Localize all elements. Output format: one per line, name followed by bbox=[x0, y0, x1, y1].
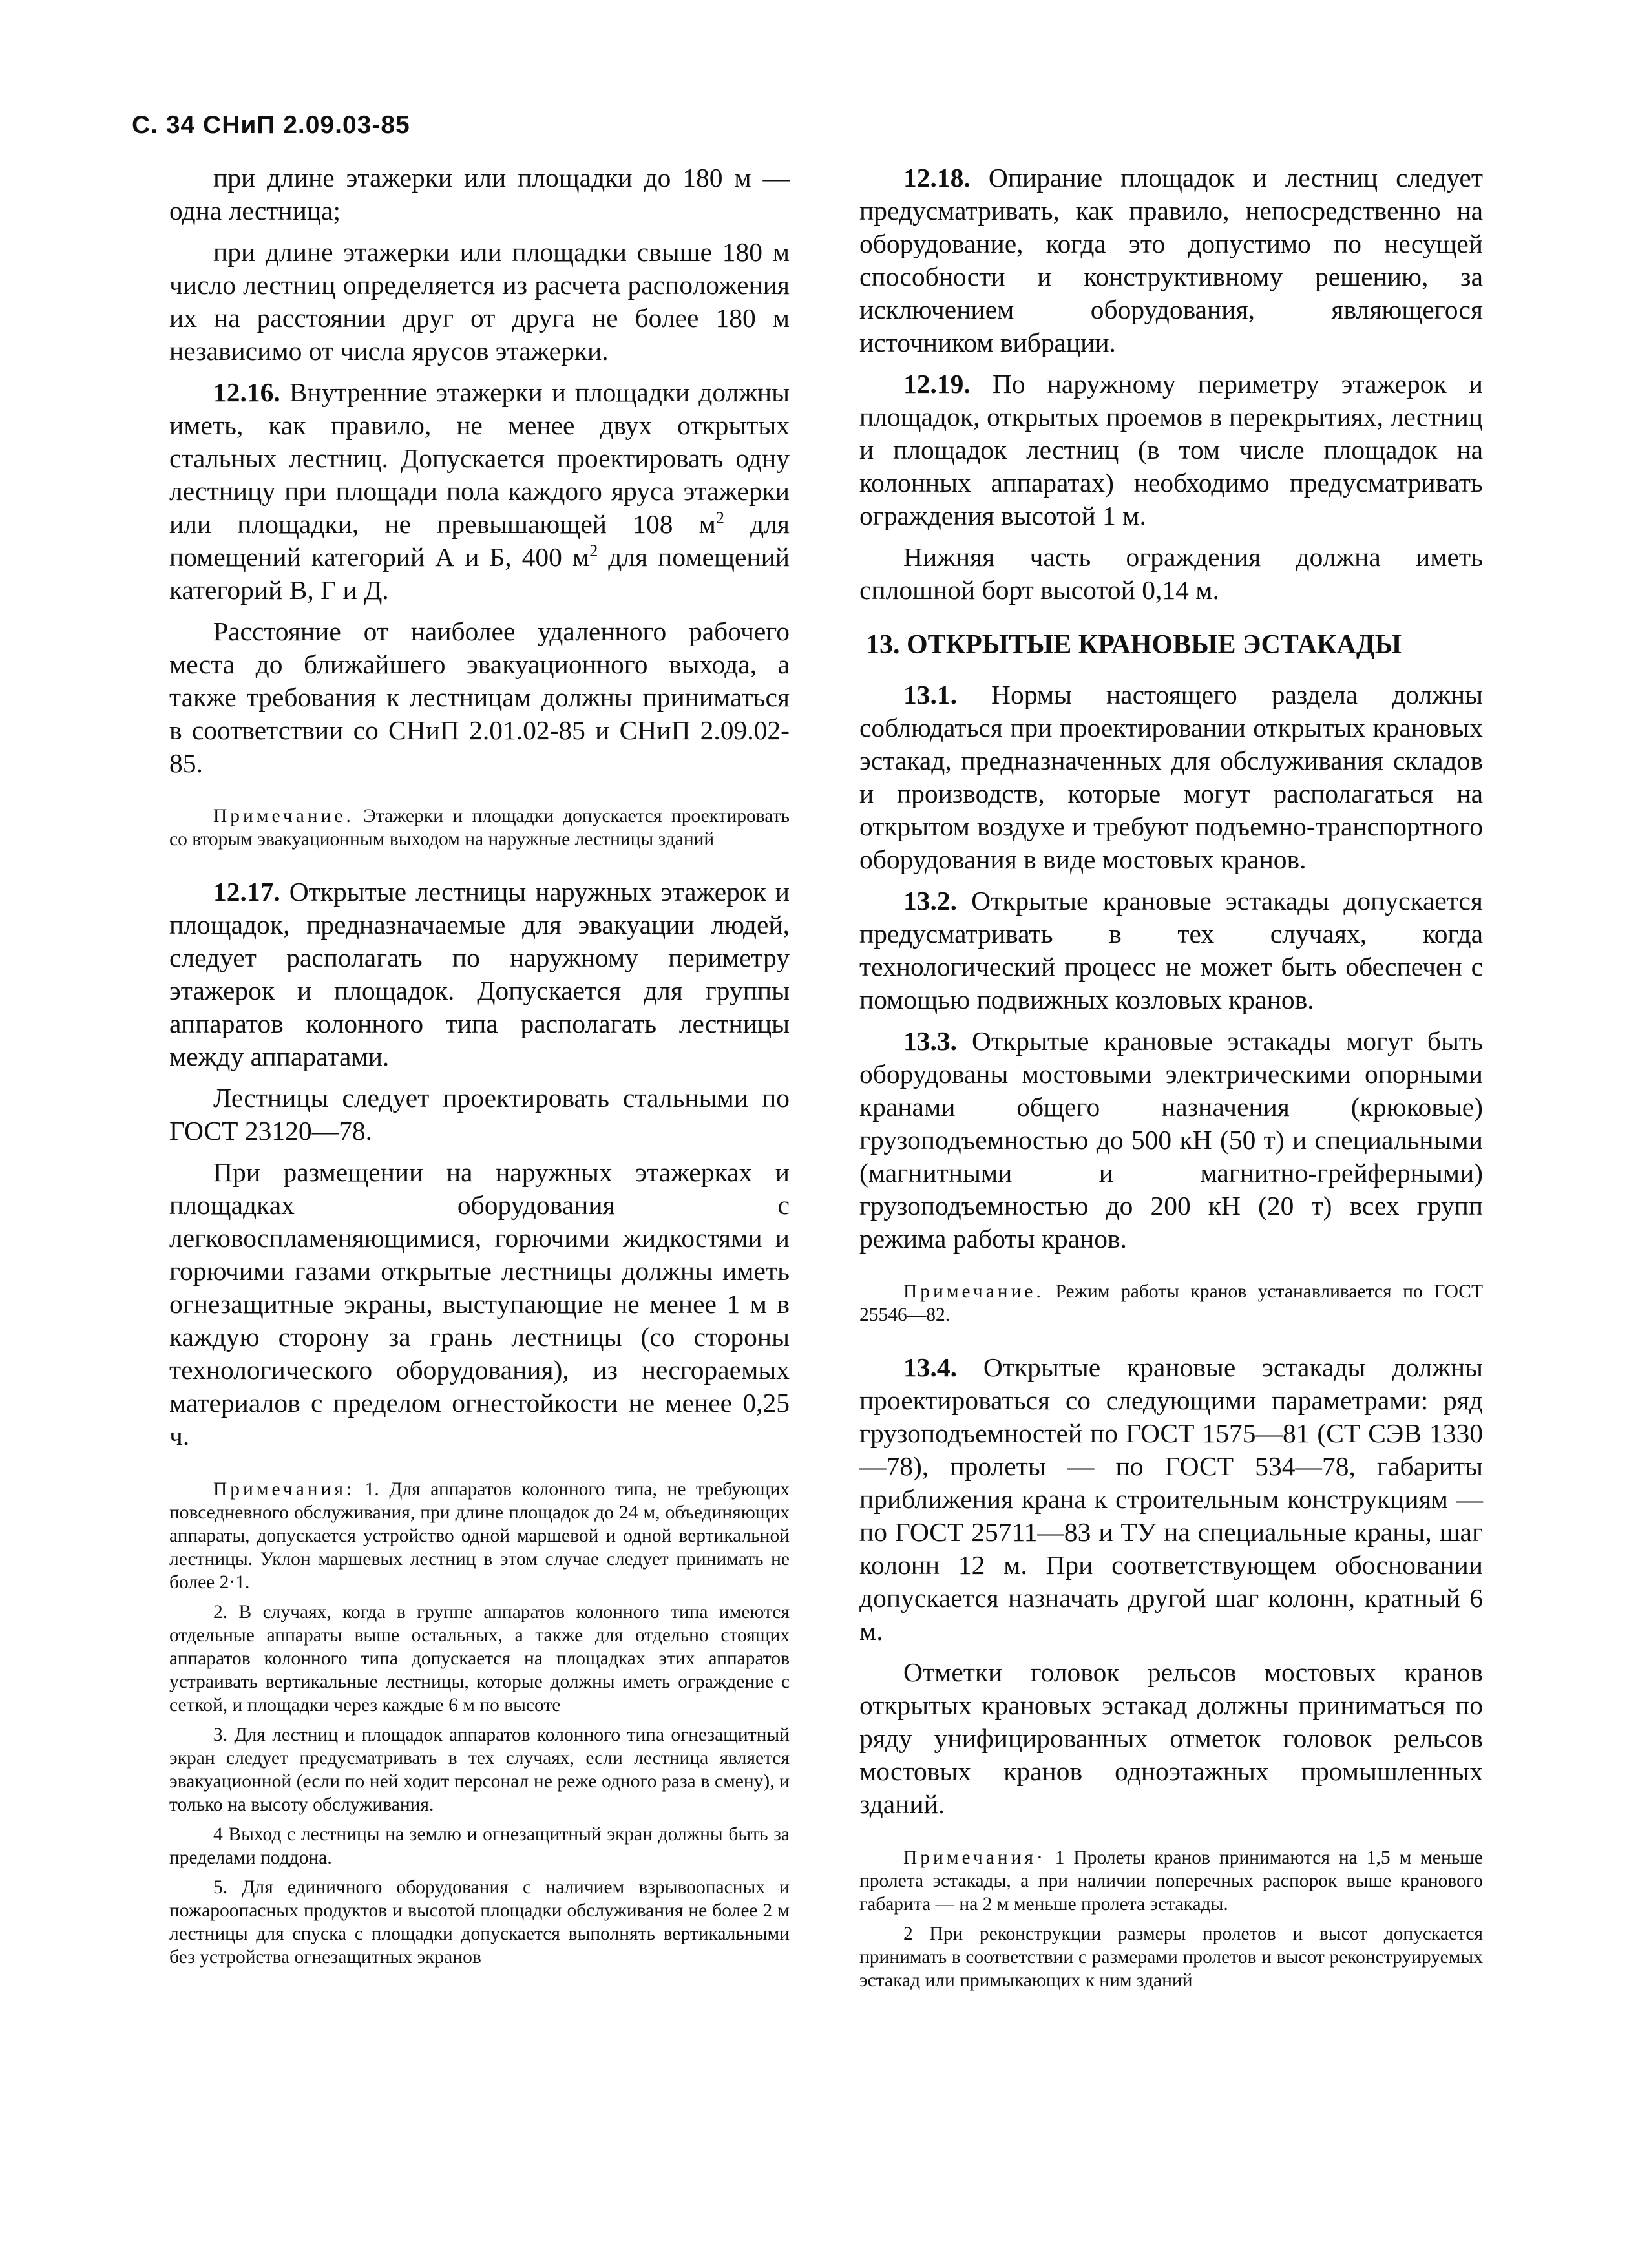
note-item: 4 Выход с лестницы на землю и огнезащитный экран должны быть за пределами поддона. bbox=[169, 1824, 790, 1868]
note-label: Примечания: bbox=[213, 1479, 355, 1500]
section-heading: 13. ОТКРЫТЫЕ КРАНОВЫЕ ЭСТАКАДЫ bbox=[866, 630, 1402, 660]
paragraph: Расстояние от наиболее удаленного рабочего места до ближайшего эвакуационного выхода, а также требования к лестницам должны приниматься в соответствии со СНиП 2.01.02-85 и СНиП 2.09.02-85. bbox=[169, 616, 790, 778]
paragraph: при длине этажерки или площадки до 180 м — одна лестница; bbox=[169, 163, 790, 226]
clause-number: 13.3. bbox=[903, 1026, 957, 1056]
clause-13-1 bbox=[859, 678, 1483, 876]
clause-13-3 bbox=[859, 1025, 1483, 1255]
clause-text: Открытые крановые эстакады допускается предусматривать в тех случаях, когда технологический процесс не может быть обеспечен с помощью подвижных козловых кранов. bbox=[859, 886, 1483, 1014]
note-item bbox=[859, 1846, 1483, 1916]
clause-number: 12.17. bbox=[213, 877, 280, 907]
note-text: 1 Пролеты кранов принимаются на 1,5 м меньше пролета эстакады, а при наличии поперечных распорок выше кранового габарита — на 2 м меньше пролета эстакады. bbox=[859, 1847, 1483, 1915]
superscript: 2 bbox=[715, 509, 724, 528]
clause-number: 13.2. bbox=[903, 886, 957, 916]
note-label: Примечание. bbox=[213, 806, 354, 826]
left-column bbox=[169, 162, 790, 1975]
note-text: 1. Для аппаратов колонного типа, не требующих повседневного обслуживания, при длине площадок до 24 м, объединяющих аппараты, допускается устройство одной маршевой и одной вертикальной лестницы. Уклон маршевых лестниц в этом случае следует принимать не более 2·1. bbox=[169, 1479, 790, 1593]
clause-12-19 bbox=[859, 368, 1483, 532]
paragraph: При размещении на наружных этажерках и площадках оборудования с легковоспламеняющимися, горючими жидкостями и горючими газами открытые лестницы должны иметь огнезащитные экраны, выступающие не менее 1 м в каждую сторону за грань лестницы (со стороны технологического оборудования), из несгораемых материалов с пределом огнестойкости не менее 0,25 ч. bbox=[169, 1157, 790, 1451]
page-header: С. 34 СНиП 2.09.03-85 bbox=[132, 111, 410, 139]
clause-text: Внутренние этажерки и площадки должны иметь, как правило, не менее двух открытых стальных лестниц. Допускается проектировать одну лестницу при площади пола каждого яруса этажерки или площадки, не превышающей 108 м bbox=[169, 377, 790, 539]
paragraph: при длине этажерки или площадки свыше 180 м число лестниц определяется из расчета расположения их на расстоянии друг от друга не более 180 м независимо от числа ярусов этажерки. bbox=[169, 237, 790, 366]
clause-text: По наружному периметру этажерок и площадок, открытых проемов в перекрытиях, лестниц и площадок лестниц (в том числе площадок на колонных аппаратах) необходимо предусматривать ограждения высотой 1 м. bbox=[859, 369, 1483, 530]
paragraph: Отметки головок рельсов мостовых кранов открытых крановых эстакад должны приниматься по ряду унифицированных отметок головок рельсов мостовых кранов одноэтажных промышленных зданий. bbox=[859, 1657, 1483, 1819]
clause-number: 12.18. bbox=[903, 163, 971, 193]
clause-text: Открытые крановые эстакады могут быть оборудованы мостовыми электрическими опорными кранами общего назначения (крюковые) грузоподъемностью до 500 кН (50 т) и специальными (магнитными и магнитно-грейферными) грузоподъемностью до 200 кН (20 т) всех групп режима работы кранов. bbox=[859, 1026, 1483, 1254]
note-text: Этажерки и площадки допускается проектировать со вторым эвакуационным выходом на наружные лестницы зданий bbox=[169, 806, 790, 850]
note bbox=[859, 1280, 1483, 1327]
note-item: 3. Для лестниц и площадок аппаратов колонного типа огнезащитный экран следует предусматривать в тех случаях, если лестница является эвакуационной (если по ней ходит персонал не реже одного раза в смену), и только на высоту обслуживания. bbox=[169, 1725, 790, 1815]
clause-number: 13.1. bbox=[903, 680, 957, 709]
clause-13-2 bbox=[859, 885, 1483, 1016]
clause-13-4 bbox=[859, 1351, 1483, 1648]
note-item bbox=[169, 1478, 790, 1594]
superscript: 2 bbox=[589, 541, 598, 561]
clause-number: 12.19. bbox=[903, 369, 971, 399]
clause-text: для помещений категорий А и Б, 400 м bbox=[169, 509, 790, 572]
paragraph: Лестницы следует проектировать стальными по ГОСТ 23120—78. bbox=[169, 1083, 790, 1146]
clause-number: 12.16. bbox=[213, 377, 280, 407]
paragraph: Нижняя часть ограждения должна иметь сплошной борт высотой 0,14 м. bbox=[859, 542, 1483, 605]
clause-text: Опирание площадок и лестниц следует предусматривать, как правило, непосредственно на оборудование, когда это допустимо по несущей способности и конструктивному решению, за исключением оборудования, являющегося источником вибрации. bbox=[859, 163, 1483, 357]
right-column bbox=[859, 162, 1483, 1999]
note-text: Режим работы кранов устанавливается по ГОСТ 25546—82. bbox=[859, 1281, 1483, 1325]
note-item: 2. В случаях, когда в группе аппаратов колонного типа имеются отдельные аппараты выше остальных, а также для отдельно стоящих аппаратов колонного типа допускается на площадках этих аппаратов устраивать вертикальные лестницы, которые должны иметь ограждение с сеткой, и площадки через каждые 6 м по высоте bbox=[169, 1602, 790, 1716]
clause-text: Открытые крановые эстакады должны проектироваться со следующими параметрами: ряд грузоподъемностей по ГОСТ 1575—81 (СТ СЭВ 1330—78), пролеты — по ГОСТ 534—78, габариты приближения крана к строительным конструкциям — по ГОСТ 25711—83 и ТУ на специальные краны, шаг колонн 12 м. При соответствующем обосновании допускается назначать другой шаг колонн, кратный 6 м. bbox=[859, 1352, 1483, 1646]
clause-text: Нормы настоящего раздела должны соблюдаться при проектировании открытых крановых эстакад, предназначенных для обслуживания складов и производств, которые могут располагаться на открытом воздухе и требуют подъемно-транспортного оборудования в виде мостовых кранов. bbox=[859, 680, 1483, 874]
clause-text: Открытые лестницы наружных этажерок и площадок, предназначаемые для эвакуации людей, следует располагать по наружному периметру этажерок и площадок. Допускается для группы аппаратов колонного типа располагать лестницы между аппаратами. bbox=[169, 877, 790, 1071]
clause-12-18 bbox=[859, 162, 1483, 359]
clause-12-16 bbox=[169, 376, 790, 607]
clause-12-17 bbox=[169, 876, 790, 1073]
note bbox=[169, 804, 790, 851]
note-label: Примечания· bbox=[903, 1847, 1046, 1868]
clause-text: для помещений категорий В, Г и Д. bbox=[169, 542, 790, 605]
note-item: 5. Для единичного оборудования с наличием взрывоопасных и пожароопасных продуктов и высотой площадки обслуживания не более 2 м лестницы для спуска с площадки допускается выполнять вертикальными без устройства огнезащитных экранов bbox=[169, 1877, 790, 1968]
clause-number: 13.4. bbox=[903, 1352, 957, 1382]
note-label: Примечание. bbox=[903, 1281, 1044, 1302]
note-item: 2 При реконструкции размеры пролетов и высот допускается принимать в соответствии с размерами пролетов и высот реконструируемых эстакад или примыкающих к ним зданий bbox=[859, 1924, 1483, 1991]
